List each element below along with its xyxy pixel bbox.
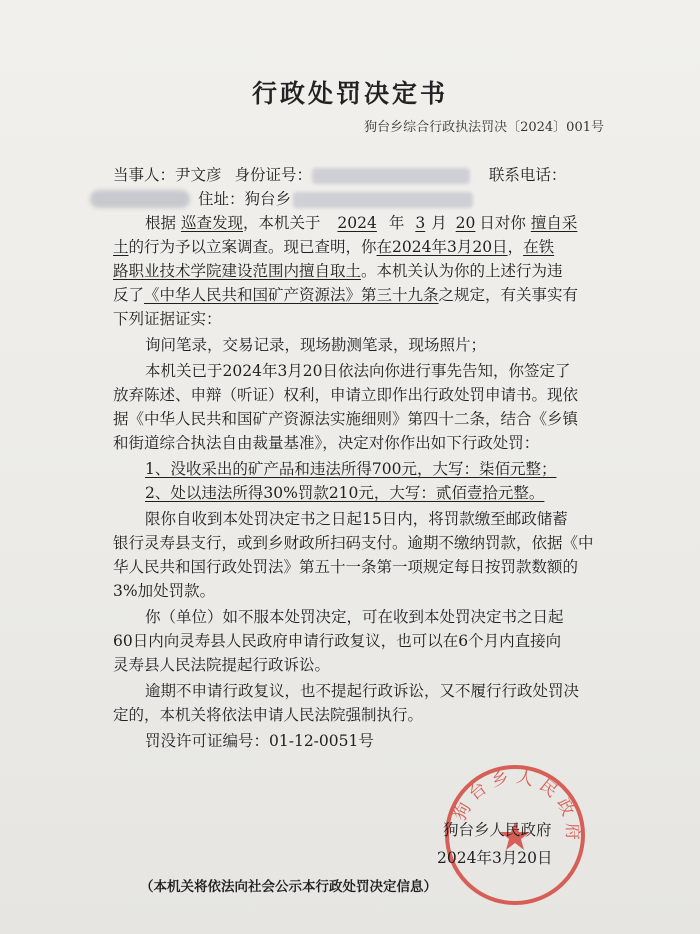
case-month: 3 <box>415 214 426 232</box>
disclosure-note: （本机关将依法向社会公示本行政处罚决定信息） <box>140 879 437 895</box>
body-line-16: 灵寿县人民法院提起行政诉讼。 <box>113 656 331 674</box>
address-prefix: 狗台乡 <box>244 190 292 208</box>
evidence-list: 询问笔录，交易记录，现场勘测笔录，现场照片； <box>145 336 487 354</box>
case-year: 2024 <box>337 214 377 232</box>
body-line-4: 反了《中华人民共和国矿产资源法》第三十九条之规定，有关事实有 <box>113 286 579 304</box>
body-line-11: 银行灵寿县支行，或到乡财政所扫码支付。逾期不缴纳罚款，依据《中 <box>113 534 594 552</box>
party-name: 尹文彦 <box>175 166 222 184</box>
case-source: 巡查发现 <box>180 214 243 232</box>
body-line-5: 下列证据证实： <box>113 310 222 328</box>
redacted-address <box>293 192 473 208</box>
party-line <box>113 164 566 186</box>
penalty-item-2: 2、处以违法所得30%罚款210元，大写：贰佰壹拾元整。 <box>145 484 545 502</box>
issue-date: 2024年3月20日 <box>437 849 553 867</box>
body-line-1: 根据 巡查发现，本机关于 2024 年 3 月 20 日对你 擅自采 <box>145 214 578 232</box>
fact-place: 路职业技术学院建设范围内擅自取土 <box>113 262 362 280</box>
document-number: 狗台乡综合行政执法罚决〔2024〕001号 <box>364 120 604 135</box>
case-day: 20 <box>455 214 476 232</box>
document-title: 行政处罚决定书 <box>251 79 448 108</box>
issuing-org: 狗台乡人民政府 <box>443 821 552 839</box>
body-line-14: 你（单位）如不服本处罚决定，可在收到本处罚决定书之日起 <box>145 608 564 626</box>
body-line-12: 华人民共和国行政处罚法》第五十一条第一项规定每日按罚款数额的 <box>113 558 579 576</box>
violation-act: 擅自采 <box>530 214 578 232</box>
seal-text: 狗台乡人民政府 <box>450 767 583 847</box>
body-line-8: 据《中华人民共和国矿产资源法实施细则》第四十二条，结合《乡镇 <box>113 410 579 428</box>
body-line-7: 放弃陈述、申辩（听证）权利，申请立即作出行政处罚申请书。现依 <box>113 386 579 404</box>
address-line <box>198 188 473 210</box>
body-line-9: 和街道综合执法自由裁量基准》，决定对你作出如下行政处罚： <box>113 434 540 452</box>
permit-number: 罚没许可证编号：01-12-0051号 <box>145 732 374 750</box>
id-label: 身份证号： <box>234 166 312 184</box>
body-line-10: 限你自收到本处罚决定书之日起15日内，将罚款缴至邮政储蓄 <box>145 510 568 528</box>
fact-date: 在2024年3月20日 <box>376 238 508 256</box>
redacted-id <box>312 168 470 184</box>
redacted-phone <box>90 190 190 208</box>
penalty-item-1: 1、没收采出的矿产品和违法所得700元，大写：柒佰元整； <box>145 460 557 478</box>
body-line-15: 60日内向灵寿县人民政府申请行政复议，也可以在6个月内直接向 <box>113 632 562 650</box>
body-line-3: 路职业技术学院建设范围内擅自取土。本机关认为你的上述行为违 <box>113 262 563 280</box>
phone-label: 联系电话： <box>488 166 567 184</box>
body-line-13: 3%加处罚款。 <box>113 582 216 600</box>
body-line-6: 本机关已于2024年3月20日依法向你进行事先告知，你签定了 <box>145 362 571 380</box>
body-line-18: 定的，本机关将依法申请人民法院强制执行。 <box>113 706 424 724</box>
body-line-17: 逾期不申请行政复议，也不提起行政诉讼，又不履行行政处罚决 <box>145 682 580 700</box>
party-label: 当事人： <box>113 166 176 184</box>
address-label: 住址： <box>198 190 245 208</box>
body-line-2: 土的行为予以立案调查。现已查明，你在2024年3月20日，在铁 <box>113 238 555 256</box>
violated-law: 《中华人民共和国矿产资源法》第三十九条 <box>144 286 439 304</box>
